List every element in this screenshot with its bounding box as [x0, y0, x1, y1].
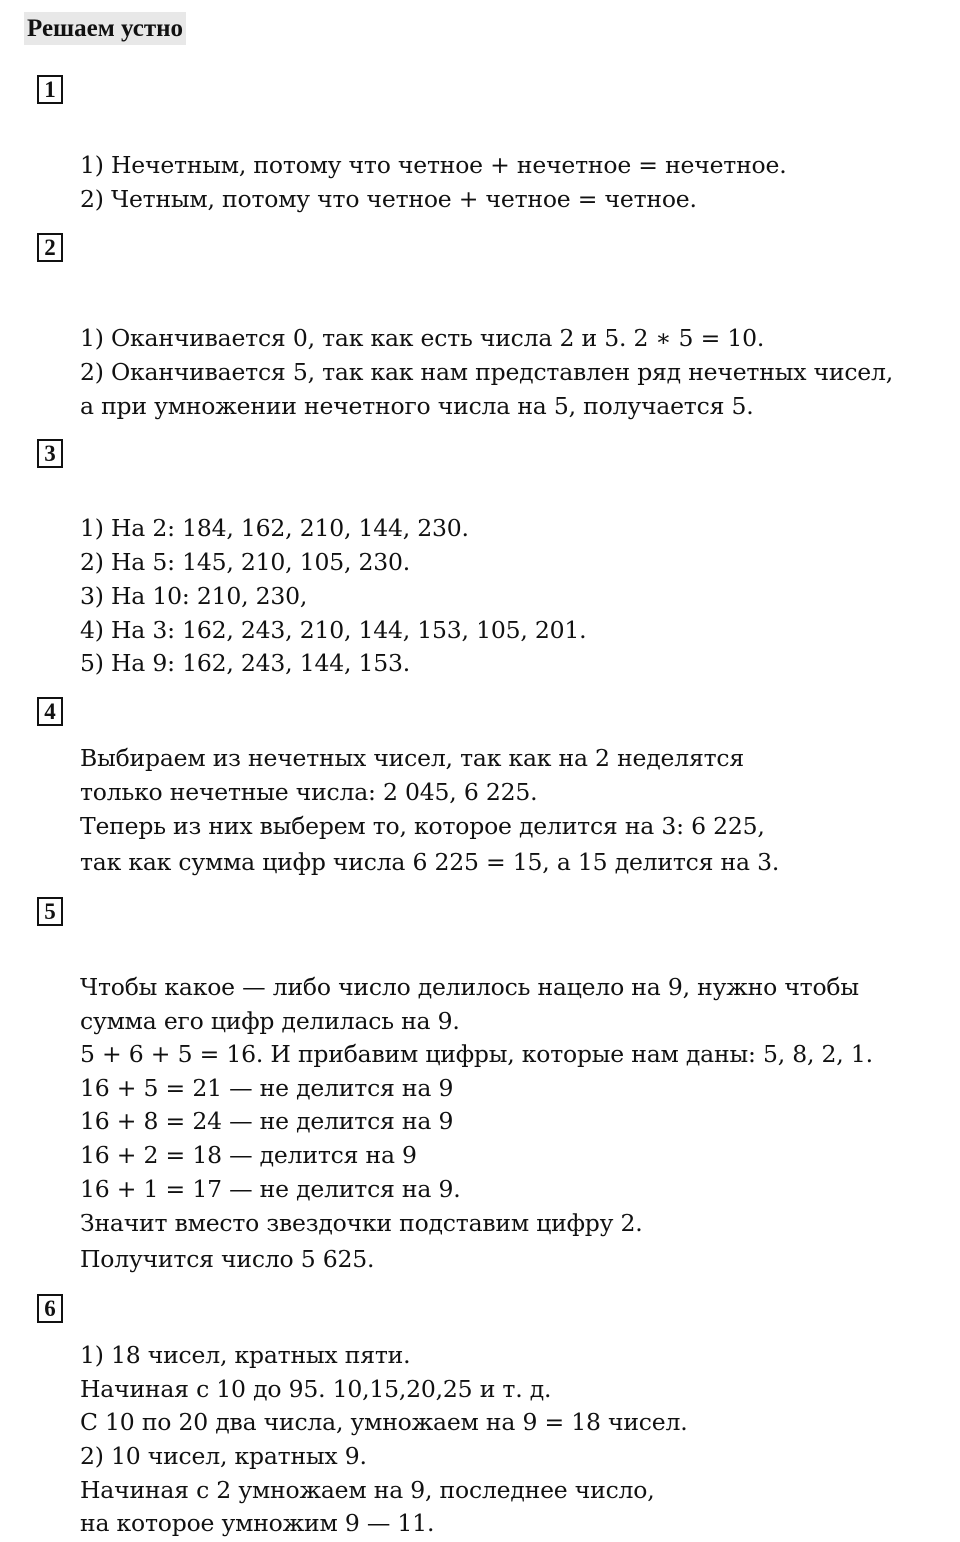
task-5-line-2: сумма его цифр делилась на 9. — [80, 1007, 460, 1035]
task-5-line-3: 5 + 6 + 5 = 16. И прибавим цифры, которые нам даны: 5, 8, 2, 1. — [80, 1040, 873, 1068]
task-1-line-1: 1) Нечетным, потому что четное + нечетное = нечетное. — [80, 151, 787, 179]
task-6-line-6: на которое умножим 9 — 11. — [80, 1509, 435, 1537]
task-5-line-7: 16 + 1 = 17 — не делится на 9. — [80, 1175, 461, 1203]
task-6-line-3: С 10 по 20 два числа, умножаем на 9 = 18 чисел. — [80, 1408, 688, 1436]
task-2-line-3: а при умножении нечетного числа на 5, получается 5. — [80, 392, 754, 420]
task-3-line-2: 2) На 5: 145, 210, 105, 230. — [80, 548, 411, 576]
task-1-line-2: 2) Четным, потому что четное + четное = четное. — [80, 185, 697, 213]
task-3-line-4: 4) На 3: 162, 243, 210, 144, 153, 105, 201. — [80, 616, 587, 644]
task-6-line-1: 1) 18 чисел, кратных пяти. — [80, 1341, 411, 1369]
task-number-5: 5 — [37, 897, 63, 926]
task-4-line-3: Теперь из них выберем то, которое делится на 3: 6 225, — [80, 812, 765, 840]
task-6-line-4: 2) 10 чисел, кратных 9. — [80, 1442, 367, 1470]
page-title: Решаем устно — [24, 12, 186, 45]
task-number-2: 2 — [37, 233, 63, 262]
task-2-line-2: 2) Оканчивается 5, так как нам представлен ряд нечетных чисел, — [80, 358, 893, 386]
task-5-line-4: 16 + 5 = 21 — не делится на 9 — [80, 1074, 454, 1102]
task-5-line-8: Значит вместо звездочки подставим цифру 2. — [80, 1209, 643, 1237]
task-2-line-1: 1) Оканчивается 0, так как есть числа 2 и 5. 2 ∗ 5 = 10. — [80, 324, 765, 352]
task-number-1: 1 — [37, 75, 63, 104]
task-4-line-2: только нечетные числа: 2 045, 6 225. — [80, 778, 538, 806]
task-5-line-1: Чтобы какое — либо число делилось нацело на 9, нужно чтобы — [80, 973, 859, 1001]
task-4-line-4: так как сумма цифр числа 6 225 = 15, а 15 делится на 3. — [80, 848, 780, 876]
task-5-line-5: 16 + 8 = 24 — не делится на 9 — [80, 1107, 454, 1135]
task-number-4: 4 — [37, 697, 63, 726]
task-4-line-1: Выбираем из нечетных чисел, так как на 2 неделятся — [80, 744, 744, 772]
task-5-line-9: Получится число 5 625. — [80, 1245, 375, 1273]
task-5-line-6: 16 + 2 = 18 — делится на 9 — [80, 1141, 417, 1169]
task-3-line-3: 3) На 10: 210, 230, — [80, 582, 308, 610]
task-number-6: 6 — [37, 1294, 63, 1323]
task-6-line-2: Начиная с 10 до 95. 10,15,20,25 и т. д. — [80, 1375, 552, 1403]
task-3-line-1: 1) На 2: 184, 162, 210, 144, 230. — [80, 514, 469, 542]
task-6-line-5: Начиная с 2 умножаем на 9, последнее число, — [80, 1476, 655, 1504]
task-number-3: 3 — [37, 439, 63, 468]
task-3-line-5: 5) На 9: 162, 243, 144, 153. — [80, 649, 411, 677]
